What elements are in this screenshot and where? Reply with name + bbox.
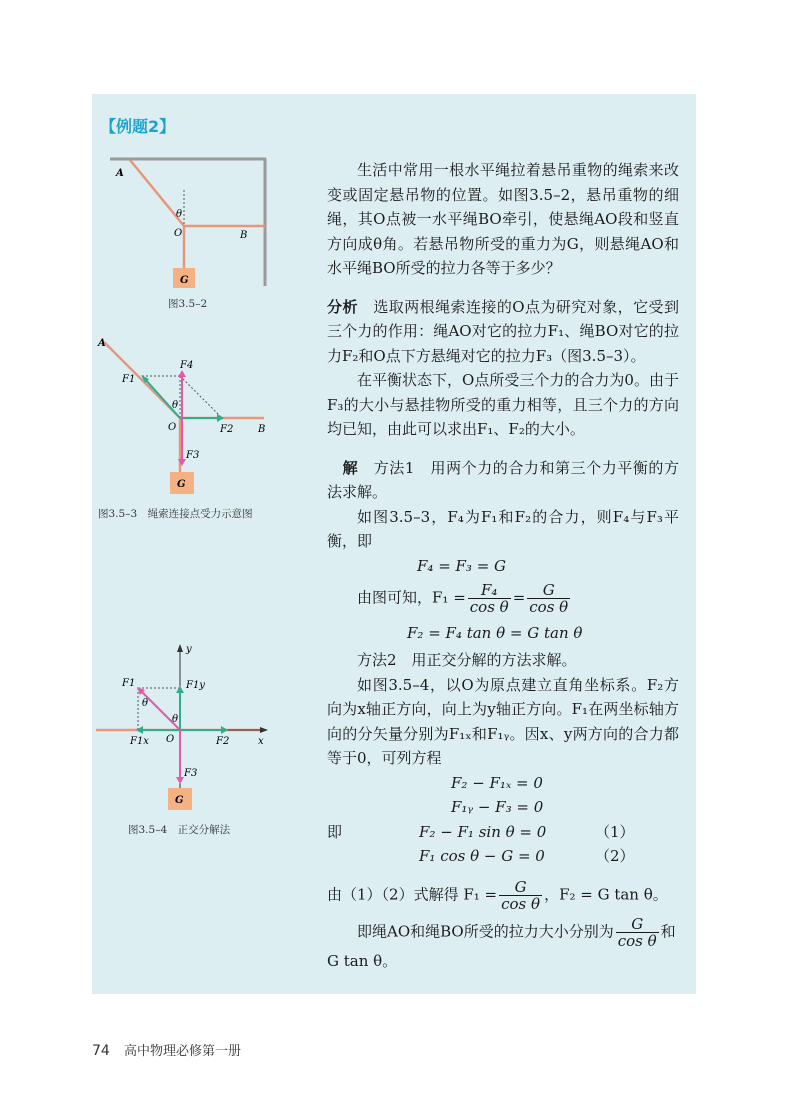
problem-text: 生活中常用一根水平绳拉着悬吊重物的绳索来改变或固定悬吊物的位置。如图3.5–2，悬吊重物的细绳，其O点被一水平绳BO牵引，使悬绳AO段和竖直方向成θ角。若悬吊物所受的重力为G，则悬绳AO和水平绳BO所受的拉力各等于多少？ bbox=[327, 161, 679, 277]
analysis-para-1 bbox=[327, 295, 679, 369]
figure-3-5-4 bbox=[92, 640, 282, 816]
analysis-label: 分析 bbox=[327, 297, 358, 316]
equation-4: F₂ − F₁ₓ = 0 bbox=[451, 773, 543, 792]
eq2-f2-num: G bbox=[527, 582, 570, 599]
fig3-label-F2: F2 bbox=[216, 736, 230, 747]
fig3-label-theta-right: θ bbox=[172, 714, 179, 725]
eq7-number: （2） bbox=[595, 847, 635, 865]
fig3-label-O: O bbox=[166, 734, 175, 745]
fig1-label-theta: θ bbox=[176, 209, 183, 220]
equation-5: F₁ᵧ − F₃ = 0 bbox=[451, 798, 544, 816]
conclusion-den: cos θ bbox=[617, 931, 657, 950]
fig3-label-F1: F1 bbox=[122, 678, 136, 689]
fig3-label-F1x: F1x bbox=[130, 736, 149, 747]
fig3-label-G: G bbox=[175, 795, 184, 806]
figure-3-5-2-caption: 图3.5–2 bbox=[168, 298, 208, 310]
equation-6 bbox=[327, 820, 679, 845]
conclusion-mid: 和 bbox=[660, 922, 676, 940]
method2-title: 方法2 用正交分解的方法求解。 bbox=[357, 651, 577, 669]
fig2-label-F1: F1 bbox=[122, 374, 136, 385]
fig2-label-theta: θ bbox=[172, 400, 179, 411]
eq2-fraction-2 bbox=[527, 582, 570, 615]
fig2-label-O: O bbox=[168, 422, 177, 433]
conclusion-fraction bbox=[616, 916, 659, 949]
equation-7 bbox=[327, 844, 679, 869]
figure-3-5-3 bbox=[92, 334, 282, 500]
fig2-label-F4: F4 bbox=[180, 360, 194, 371]
eq2-f1-den: cos θ bbox=[469, 598, 509, 616]
figure-3-5-2 bbox=[100, 150, 270, 290]
fig1-label-G: G bbox=[180, 275, 189, 286]
method1-text: 如图3.5–3，F₄为F₁和F₂的合力，则F₄与F₃平衡，即 bbox=[327, 507, 679, 550]
fig3-label-F3: F3 bbox=[184, 768, 198, 779]
method1-title: 方法1 用两个力的合力和第三个力平衡的方法求解。 bbox=[327, 458, 679, 501]
result-line bbox=[327, 879, 679, 912]
fig1-label-O: O bbox=[174, 228, 183, 239]
fig2-label-B: B bbox=[258, 424, 266, 435]
conclusion-line bbox=[327, 916, 679, 949]
eq2-equals: = bbox=[512, 588, 526, 607]
result-suffix: ，F₂ = G tan θ。 bbox=[544, 885, 668, 903]
fig3-label-y: y bbox=[186, 644, 192, 655]
page-footer bbox=[92, 1040, 241, 1059]
eq6-text: F₂ − F₁ sin θ = 0 bbox=[419, 822, 547, 841]
figure-3-5-3-caption: 图3.5–3 绳索连接点受力示意图 bbox=[98, 508, 253, 520]
eq2-fraction-1 bbox=[468, 582, 511, 615]
fig2-label-A: A bbox=[98, 338, 106, 349]
method2-text: 如图3.5–4，以O为原点建立直角坐标系。F₂方向为x轴正方向，向上为y轴正方向。F₁在两坐标轴方向的分矢量分别为F₁ₓ和F₁ᵧ。因x、y两方向的合力都等于0，可列方程 bbox=[327, 675, 679, 767]
equation-2 bbox=[327, 582, 679, 615]
conclusion-num: G bbox=[616, 916, 659, 933]
method1-title-line bbox=[327, 456, 679, 505]
fig3-label-x: x bbox=[258, 736, 264, 747]
fig2-label-G: G bbox=[177, 479, 186, 490]
eq7-text: F₁ cos θ − G = 0 bbox=[419, 847, 545, 865]
result-prefix: 由（1）（2）式解得 F₁ = bbox=[327, 885, 498, 903]
example-tag: 【例题2】 bbox=[100, 117, 176, 136]
solution-label: 解 bbox=[342, 458, 359, 477]
problem-block bbox=[327, 158, 679, 646]
method2-block bbox=[327, 648, 679, 973]
fig2-label-F3: F3 bbox=[186, 450, 200, 461]
result-fraction bbox=[499, 879, 542, 912]
equation-3: F₂ = F₄ tan θ = G tan θ bbox=[407, 624, 583, 642]
result-num: G bbox=[499, 879, 542, 896]
conclusion-end: G tan θ。 bbox=[327, 951, 398, 970]
result-den: cos θ bbox=[501, 894, 541, 913]
analysis-text-2: 在平衡状态下，O点所受三个力的合力为0。由于F₃的大小与悬挂物所受的重力相等，且三个力的方向均已知，由此可以求出F₁、F₂的大小。 bbox=[327, 371, 679, 438]
equation-1: F₄ = F₃ = G bbox=[417, 556, 507, 575]
fig2-label-F2: F2 bbox=[220, 424, 234, 435]
eq2-f1-num: F₄ bbox=[468, 582, 511, 599]
eq6-number: （1） bbox=[595, 822, 635, 841]
fig3-label-theta-left: θ bbox=[142, 698, 149, 709]
conclusion-prefix: 即绳AO和绳BO所受的拉力大小分别为 bbox=[357, 922, 614, 940]
figure-3-5-4-caption: 图3.5–4 正交分解法 bbox=[128, 824, 231, 836]
book-title: 高中物理必修第一册 bbox=[123, 1044, 241, 1059]
fig1-label-A: A bbox=[116, 168, 124, 179]
analysis-text-1: 选取两根绳索连接的O点为研究对象，它受到三个力的作用：绳AO对它的拉力F₁、绳BO对它的拉力F₂和O点下方悬绳对它的拉力F₃（图3.5–3）。 bbox=[327, 297, 679, 365]
fig3-label-F1y: F1y bbox=[186, 680, 205, 691]
page-number: 74 bbox=[92, 1043, 110, 1059]
eq2-prefix: 由图可知，F₁ = bbox=[357, 588, 466, 607]
eq2-f2-den: cos θ bbox=[529, 598, 569, 616]
fig1-label-B: B bbox=[240, 230, 248, 241]
ji-label: 即 bbox=[327, 822, 343, 841]
